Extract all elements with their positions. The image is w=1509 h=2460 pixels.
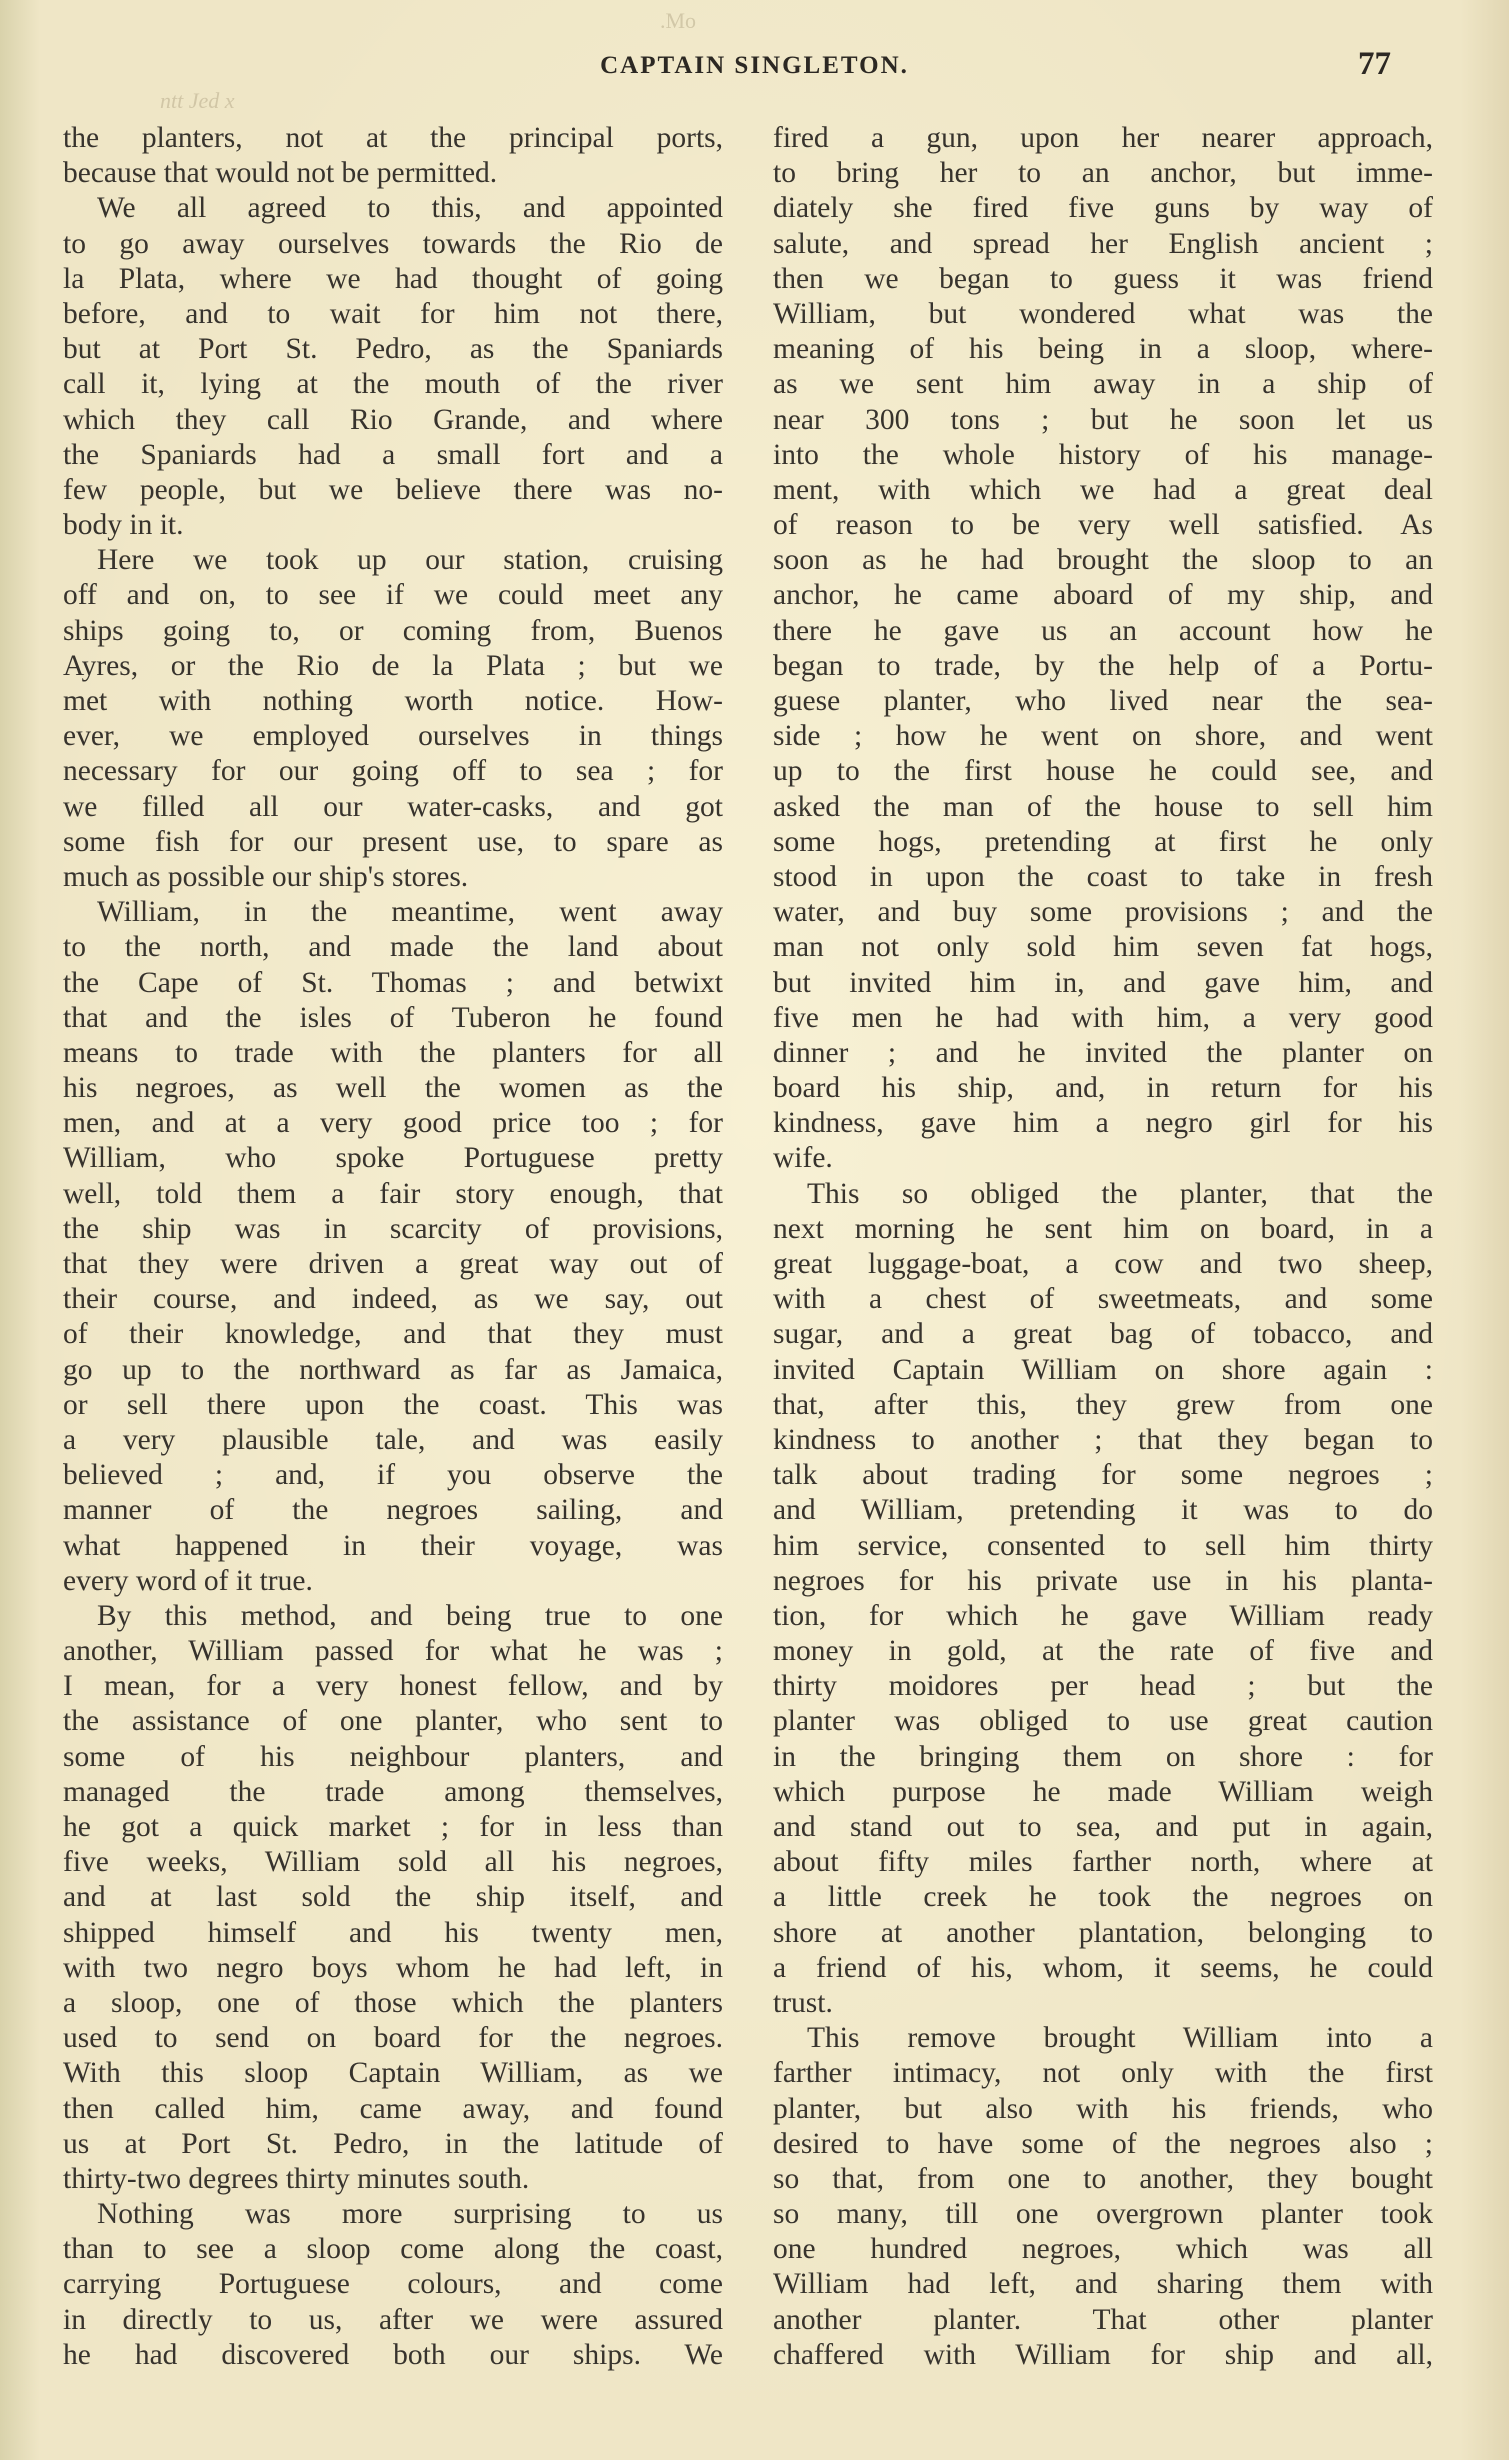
running-head: CAPTAIN SINGLETON. <box>600 52 909 79</box>
text-line: every word of it true. <box>63 1564 313 1597</box>
text-line: side ; how he went on shore, and went <box>773 720 1433 753</box>
text-line: to go away ourselves towards the Rio de <box>63 227 723 260</box>
text-line: five men he had with him, a very good <box>773 1001 1433 1034</box>
text-line: ships going to, or coming from, Buenos <box>63 614 723 647</box>
text-line: but invited him in, and gave him, and <box>773 966 1433 999</box>
text-line: then we began to guess it was friend <box>773 262 1433 295</box>
text-line: which they call Rio Grande, and where <box>63 403 723 436</box>
text-line: desired to have some of the negroes also ; <box>773 2127 1433 2160</box>
text-line: the Spaniards had a small fort and a <box>63 438 723 471</box>
text-line: some fish for our present use, to spare as <box>63 825 723 858</box>
text-line: he had discovered both our ships. We <box>63 2338 723 2371</box>
text-line: Here we took up our station, cruising <box>97 544 723 577</box>
page-number: 77 <box>1358 46 1391 82</box>
text-line: there he gave us an account how he <box>773 614 1433 647</box>
text-line: thirty moidores per head ; but the <box>773 1670 1433 1703</box>
text-line: With this sloop Captain William, as we <box>63 2057 723 2090</box>
text-line: the planters, not at the principal ports, <box>63 122 723 154</box>
text-line: then called him, came away, and found <box>63 2092 723 2125</box>
text-line: tion, for which he gave William ready <box>773 1599 1433 1632</box>
text-line: men, and at a very good price too ; for <box>63 1107 723 1140</box>
text-line: he got a quick market ; for in less than <box>63 1811 723 1843</box>
text-line: We all agreed to this, and appointed <box>97 192 723 225</box>
text-line: well, told them a fair story enough, that <box>63 1177 723 1210</box>
text-line: so many, till one overgrown planter took <box>773 2198 1433 2231</box>
text-line: his negroes, as well the women as the <box>63 1072 723 1105</box>
text-line: thirty-two degrees thirty minutes south. <box>63 2162 530 2195</box>
text-line: with a chest of sweetmeats, and some <box>773 1283 1433 1316</box>
text-line: which purpose he made William weigh <box>773 1775 1433 1808</box>
text-line: that, after this, they grew from one <box>773 1388 1433 1421</box>
text-line: in the bringing them on shore : for <box>773 1740 1433 1773</box>
text-line: By this method, and being true to one <box>97 1599 723 1632</box>
text-line: dinner ; and he invited the planter on <box>773 1036 1433 1069</box>
text-line: and at last sold the ship itself, and <box>63 1881 723 1914</box>
text-line: near 300 tons ; but he soon let us <box>773 403 1433 436</box>
text-line: I mean, for a very honest fellow, and by <box>63 1670 723 1703</box>
text-line: kindness to another ; that they began to <box>773 1423 1433 1456</box>
text-line: in directly to us, after we were assured <box>63 2303 723 2336</box>
text-line: the Cape of St. Thomas ; and betwixt <box>63 966 723 999</box>
text-line: with two negro boys whom he had left, in <box>63 1951 723 1984</box>
text-line: William, who spoke Portuguese pretty <box>63 1142 723 1175</box>
text-line: manner of the negroes sailing, and <box>63 1494 723 1527</box>
text-line: William had left, and sharing them with <box>773 2268 1433 2301</box>
text-line: met with nothing worth notice. How- <box>63 685 723 717</box>
text-line: meaning of his being in a sloop, where- <box>773 333 1433 366</box>
text-line: This so obliged the planter, that the <box>807 1177 1433 1210</box>
text-line: man not only sold him seven fat hogs, <box>773 931 1433 964</box>
text-line: sugar, and a great bag of tobacco, and <box>773 1318 1433 1351</box>
text-line: farther intimacy, not only with the first <box>773 2057 1433 2090</box>
text-line: go up to the northward as far as Jamaica, <box>63 1353 723 1386</box>
right-column <box>773 121 1433 2373</box>
text-line: the assistance of one planter, who sent to <box>63 1705 723 1738</box>
text-line: a sloop, one of those which the planters <box>63 1986 723 2019</box>
text-line: next morning he sent him on board, in a <box>773 1212 1433 1245</box>
text-line: of their knowledge, and that they must <box>63 1318 723 1351</box>
text-line: because that would not be permitted. <box>63 157 498 190</box>
text-line: anchor, he came aboard of my ship, and <box>773 579 1433 612</box>
text-line: shore at another plantation, belonging to <box>773 1916 1433 1949</box>
text-line: managed the trade among themselves, <box>63 1775 723 1808</box>
text-line: some hogs, pretending at first he only <box>773 825 1433 858</box>
text-line: their course, and indeed, as we say, out <box>63 1283 723 1316</box>
left-column <box>63 121 723 2373</box>
text-line: before, and to wait for him not there, <box>63 297 723 330</box>
text-line: William, in the meantime, went away <box>97 896 723 929</box>
faint-pencil-mark: ntt Jed x <box>160 88 235 113</box>
text-line: shipped himself and his twenty men, <box>63 1916 723 1949</box>
text-line: him service, consented to sell him thirty <box>773 1529 1433 1562</box>
text-line: much as possible our ship's stores. <box>63 860 469 893</box>
text-line: and William, pretending it was to do <box>773 1494 1433 1527</box>
text-line: board his ship, and, in return for his <box>773 1072 1433 1105</box>
text-line: us at Port St. Pedro, in the latitude of <box>63 2127 723 2160</box>
text-line: call it, lying at the mouth of the river <box>63 368 723 401</box>
text-line: soon as he had brought the sloop to an <box>773 544 1433 577</box>
text-line: to bring her to an anchor, but imme- <box>773 157 1433 190</box>
text-line: ever, we employed ourselves in things <box>63 720 723 753</box>
text-line: means to trade with the planters for all <box>63 1036 723 1069</box>
text-line: chaffered with William for ship and all, <box>773 2338 1433 2371</box>
text-line: some of his neighbour planters, and <box>63 1740 723 1773</box>
text-line: trust. <box>773 1986 833 2019</box>
text-line: began to trade, by the help of a Portu- <box>773 649 1433 682</box>
text-line: what happened in their voyage, was <box>63 1529 723 1562</box>
faint-bleedthrough-mark: .Mo <box>660 8 697 33</box>
text-line: stood in upon the coast to take in fresh <box>773 860 1433 893</box>
text-line: negroes for his private use in his planta- <box>773 1564 1433 1597</box>
text-line: into the whole history of his manage- <box>773 438 1433 471</box>
text-line: few people, but we believe there was no- <box>63 473 723 506</box>
text-line: money in gold, at the rate of five and <box>773 1635 1433 1668</box>
text-line: necessary for our going off to sea ; for <box>63 755 723 788</box>
text-line: water, and buy some provisions ; and the <box>773 896 1433 929</box>
text-line: asked the man of the house to sell him <box>773 790 1433 823</box>
text-line: wife. <box>773 1142 833 1175</box>
text-line: the ship was in scarcity of provisions, <box>63 1212 723 1245</box>
text-line: up to the first house he could see, and <box>773 755 1433 788</box>
text-line: a very plausible tale, and was easily <box>63 1423 723 1456</box>
text-line: great luggage-boat, a cow and two sheep, <box>773 1248 1433 1280</box>
text-line: planter, but also with his friends, who <box>773 2092 1433 2125</box>
text-line: than to see a sloop come along the coast, <box>63 2233 723 2266</box>
text-line: a friend of his, whom, it seems, he could <box>773 1951 1433 1984</box>
text-line: ment, with which we had a great deal <box>773 473 1433 506</box>
text-line: planter was obliged to use great caution <box>773 1705 1433 1738</box>
text-line: used to send on board for the negroes. <box>63 2022 723 2055</box>
text-line: or sell there upon the coast. This was <box>63 1388 723 1421</box>
text-line: la Plata, where we had thought of going <box>63 262 723 295</box>
text-line: one hundred negroes, which was all <box>773 2233 1433 2266</box>
text-line: another, William passed for what he was ; <box>63 1635 723 1668</box>
text-line: talk about trading for some negroes ; <box>773 1459 1433 1492</box>
text-line: salute, and spread her English ancient ; <box>773 227 1433 260</box>
text-line: Ayres, or the Rio de la Plata ; but we <box>63 649 723 682</box>
text-line: believed ; and, if you observe the <box>63 1459 723 1492</box>
text-line: kindness, gave him a negro girl for his <box>773 1107 1433 1140</box>
text-line: invited Captain William on shore again : <box>773 1353 1433 1386</box>
text-line: five weeks, William sold all his negroes, <box>63 1846 723 1879</box>
text-line: to the north, and made the land about <box>63 931 723 964</box>
text-line: Nothing was more surprising to us <box>97 2198 723 2231</box>
text-line: that they were driven a great way out of <box>63 1248 723 1280</box>
text-line: carrying Portuguese colours, and come <box>63 2268 723 2301</box>
text-line: so that, from one to another, they bought <box>773 2162 1433 2195</box>
text-line: about fifty miles farther north, where at <box>773 1846 1433 1879</box>
text-line: a little creek he took the negroes on <box>773 1881 1433 1914</box>
text-line: we filled all our water-casks, and got <box>63 790 723 823</box>
text-line: off and on, to see if we could meet any <box>63 579 723 612</box>
text-line: as we sent him away in a ship of <box>773 368 1433 401</box>
text-line: another planter. That other planter <box>773 2303 1433 2336</box>
text-line: that and the isles of Tuberon he found <box>63 1001 723 1034</box>
text-line: diately she fired five guns by way of <box>773 192 1433 225</box>
text-line: This remove brought William into a <box>807 2022 1433 2055</box>
text-line: guese planter, who lived near the sea- <box>773 685 1433 717</box>
text-line: but at Port St. Pedro, as the Spaniards <box>63 333 723 366</box>
text-line: William, but wondered what was the <box>773 297 1433 330</box>
text-line: body in it. <box>63 509 184 542</box>
text-line: of reason to be very well satisfied. As <box>773 509 1433 542</box>
text-line: and stand out to sea, and put in again, <box>773 1811 1433 1843</box>
text-line: fired a gun, upon her nearer approach, <box>773 122 1433 154</box>
